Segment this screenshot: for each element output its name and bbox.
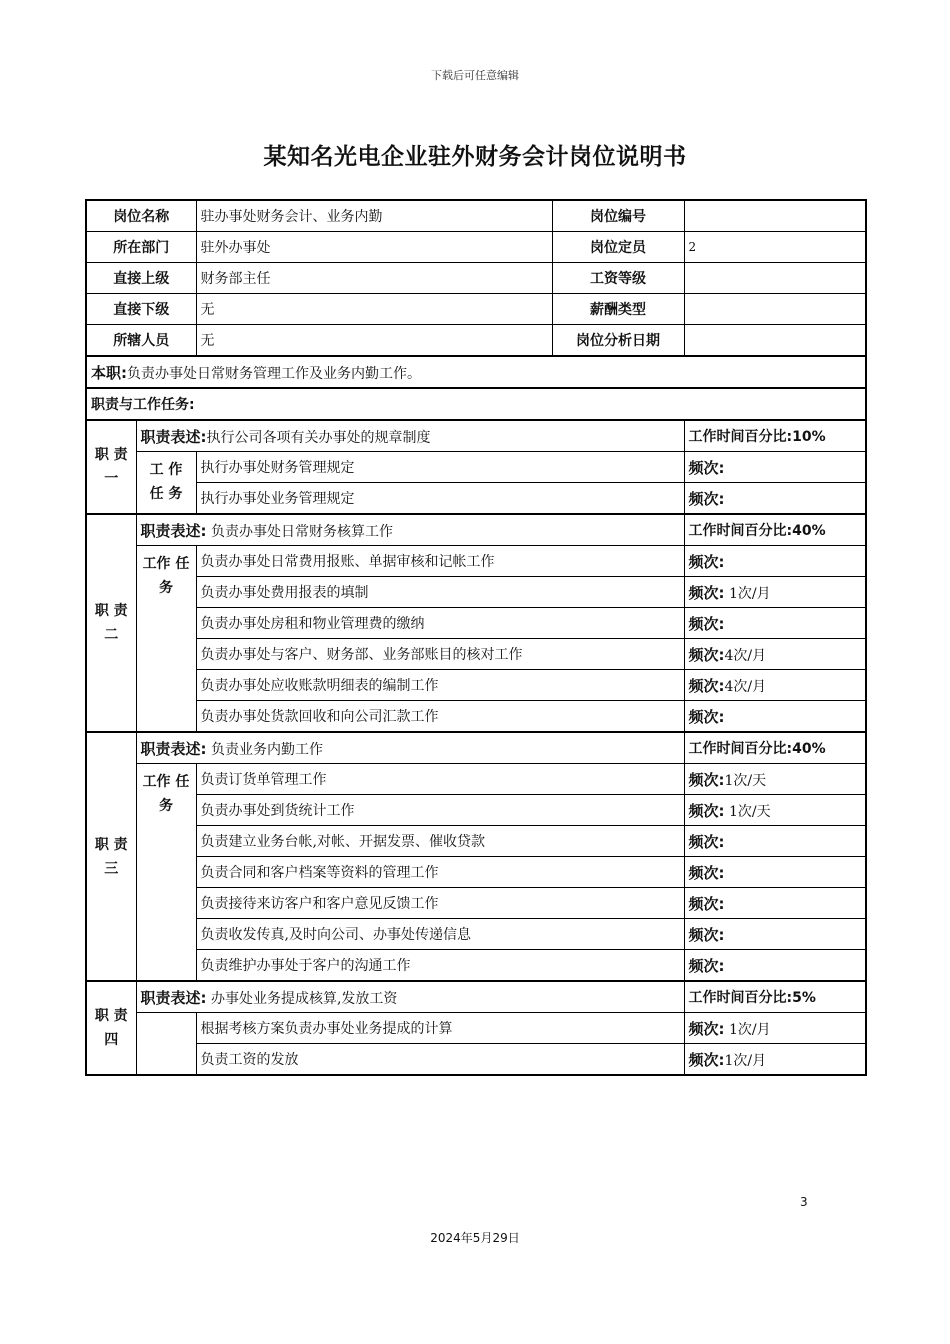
post-name-label: 岗位名称 (86, 200, 196, 232)
superior-label: 直接上级 (86, 263, 196, 294)
task-row (86, 701, 866, 733)
task-text: 负责建立业务台帐,对帐、开据发票、催收贷款 (196, 826, 684, 857)
task-row (86, 483, 866, 515)
job-description-table (85, 199, 867, 1076)
task-frequency (684, 764, 866, 795)
frequency-label: 频次: (688, 707, 725, 726)
frequency-label: 频次: (688, 894, 725, 913)
task-frequency (684, 857, 866, 888)
task-text: 根据考核方案负责办事处业务提成的计算 (196, 1013, 684, 1044)
duty-desc-cell (136, 420, 684, 452)
task-frequency (684, 950, 866, 982)
info-row (86, 200, 866, 232)
task-frequency (684, 795, 866, 826)
task-label: 工 作 任 务 (136, 452, 196, 515)
task-row (86, 452, 866, 483)
analysis-date-label: 岗位分析日期 (552, 325, 684, 357)
post-no-label: 岗位编号 (552, 200, 684, 232)
task-frequency (684, 670, 866, 701)
duty-time-percent: 工作时间百分比:40% (684, 732, 866, 764)
frequency-label: 频次: (688, 801, 725, 820)
task-row (86, 639, 866, 670)
info-row (86, 294, 866, 325)
task-text: 执行办事处财务管理规定 (196, 452, 684, 483)
frequency-label: 频次: (688, 583, 725, 602)
duties-heading: 职责与工作任务: (86, 388, 866, 420)
duty-summary-cell (86, 356, 866, 388)
frequency-label: 频次: (688, 770, 725, 789)
task-text: 负责办事处到货统计工作 (196, 795, 684, 826)
task-row (86, 795, 866, 826)
task-text: 负责合同和客户档案等资料的管理工作 (196, 857, 684, 888)
duty-name: 职 责 一 (86, 420, 136, 514)
task-text: 执行办事处业务管理规定 (196, 483, 684, 515)
frequency-label: 频次: (688, 1050, 725, 1069)
task-frequency (684, 1044, 866, 1076)
task-frequency (684, 639, 866, 670)
frequency-label: 频次: (688, 458, 725, 477)
task-row (86, 670, 866, 701)
frequency-value: 1次/月 (724, 1052, 767, 1069)
wage-label: 工资等级 (552, 263, 684, 294)
task-frequency (684, 483, 866, 515)
duty-name: 职 责 二 (86, 514, 136, 732)
task-label (136, 1013, 196, 1076)
duty-desc-label: 职责表述: (140, 739, 207, 758)
info-row (86, 325, 866, 357)
page-title: 某知名光电企业驻外财务会计岗位说明书 (263, 144, 687, 170)
task-text: 负责办事处房租和物业管理费的缴纳 (196, 608, 684, 639)
task-row (86, 888, 866, 919)
superior-value: 财务部主任 (196, 263, 552, 294)
duty-desc-label: 职责表述: (140, 988, 207, 1007)
task-frequency (684, 608, 866, 639)
duty-time-percent: 工作时间百分比:40% (684, 514, 866, 546)
duty-desc-text: 办事处业务提成核算,发放工资 (206, 990, 398, 1007)
frequency-label: 频次: (688, 1019, 725, 1038)
task-row (86, 1044, 866, 1076)
dept-value: 驻外办事处 (196, 232, 552, 263)
task-row (86, 1013, 866, 1044)
task-text: 负责办事处与客户、财务部、业务部账目的核对工作 (196, 639, 684, 670)
duty-time-percent: 工作时间百分比:5% (684, 981, 866, 1013)
task-row (86, 950, 866, 982)
frequency-label: 频次: (688, 676, 725, 695)
duty-desc-text: 负责业务内勤工作 (206, 741, 323, 758)
staff-label: 所辖人员 (86, 325, 196, 357)
duty-desc-row (86, 981, 866, 1013)
duty-summary-row (86, 356, 866, 388)
frequency-label: 频次: (688, 489, 725, 508)
duty-desc-cell (136, 514, 684, 546)
duty-time-percent: 工作时间百分比:10% (684, 420, 866, 452)
frequency-label: 频次: (688, 956, 725, 975)
task-frequency (684, 1013, 866, 1044)
duty-name: 职 责 四 (86, 981, 136, 1075)
task-label: 工作 任务 (136, 764, 196, 982)
pay-type-label: 薪酬类型 (552, 294, 684, 325)
duty-desc-text: 执行公司各项有关办事处的规章制度 (206, 429, 431, 446)
frequency-value: 4次/月 (724, 678, 767, 695)
task-text: 负责办事处货款回收和向公司汇款工作 (196, 701, 684, 733)
task-row (86, 764, 866, 795)
frequency-value: 4次/月 (724, 647, 767, 664)
footer-date: 2024年5月29日 (430, 1231, 520, 1245)
analysis-date-value (684, 325, 866, 357)
task-label: 工作 任务 (136, 546, 196, 733)
task-frequency (684, 546, 866, 577)
quota-value: 2 (684, 232, 866, 263)
dept-label: 所在部门 (86, 232, 196, 263)
duty-summary-label: 本职: (91, 363, 127, 382)
info-row (86, 263, 866, 294)
frequency-label: 频次: (688, 925, 725, 944)
quota-label: 岗位定员 (552, 232, 684, 263)
header-note: 下载后可任意编辑 (431, 69, 519, 82)
frequency-label: 频次: (688, 832, 725, 851)
task-row (86, 608, 866, 639)
task-row (86, 826, 866, 857)
duty-name: 职 责 三 (86, 732, 136, 981)
staff-value: 无 (196, 325, 552, 357)
task-text: 负责接待来访客户和客户意见反馈工作 (196, 888, 684, 919)
post-name-value: 驻办事处财务会计、业务内勤 (196, 200, 552, 232)
task-text: 负责办事处费用报表的填制 (196, 577, 684, 608)
frequency-label: 频次: (688, 614, 725, 633)
task-frequency (684, 701, 866, 733)
task-text: 负责工资的发放 (196, 1044, 684, 1076)
duty-desc-cell (136, 732, 684, 764)
frequency-label: 频次: (688, 552, 725, 571)
wage-value (684, 263, 866, 294)
duties-heading-row (86, 388, 866, 420)
task-row (86, 546, 866, 577)
frequency-value: 1次/月 (724, 585, 771, 602)
duty-desc-label: 职责表述: (140, 427, 207, 446)
info-row (86, 232, 866, 263)
duty-desc-label: 职责表述: (140, 521, 207, 540)
duty-desc-row (86, 420, 866, 452)
duty-desc-row (86, 514, 866, 546)
task-frequency (684, 888, 866, 919)
task-text: 负责订货单管理工作 (196, 764, 684, 795)
task-frequency (684, 452, 866, 483)
task-text: 负责收发传真,及时向公司、办事处传递信息 (196, 919, 684, 950)
duty-desc-row (86, 732, 866, 764)
frequency-label: 频次: (688, 863, 725, 882)
page-number: 3 (800, 1195, 808, 1209)
task-frequency (684, 919, 866, 950)
task-frequency (684, 826, 866, 857)
frequency-value: 1次/天 (724, 772, 767, 789)
duty-desc-cell (136, 981, 684, 1013)
task-text: 负责办事处日常费用报账、单据审核和记帐工作 (196, 546, 684, 577)
frequency-value: 1次/天 (724, 803, 771, 820)
task-row (86, 919, 866, 950)
post-no-value (684, 200, 866, 232)
pay-type-value (684, 294, 866, 325)
duty-summary-text: 负责办事处日常财务管理工作及业务内勤工作。 (127, 365, 421, 382)
frequency-label: 频次: (688, 645, 725, 664)
subordinate-value: 无 (196, 294, 552, 325)
task-text: 负责办事处应收账款明细表的编制工作 (196, 670, 684, 701)
subordinate-label: 直接下级 (86, 294, 196, 325)
frequency-value: 1次/月 (724, 1021, 771, 1038)
task-text: 负责维护办事处于客户的沟通工作 (196, 950, 684, 982)
duty-desc-text: 负责办事处日常财务核算工作 (206, 523, 393, 540)
task-row (86, 577, 866, 608)
task-frequency (684, 577, 866, 608)
task-row (86, 857, 866, 888)
